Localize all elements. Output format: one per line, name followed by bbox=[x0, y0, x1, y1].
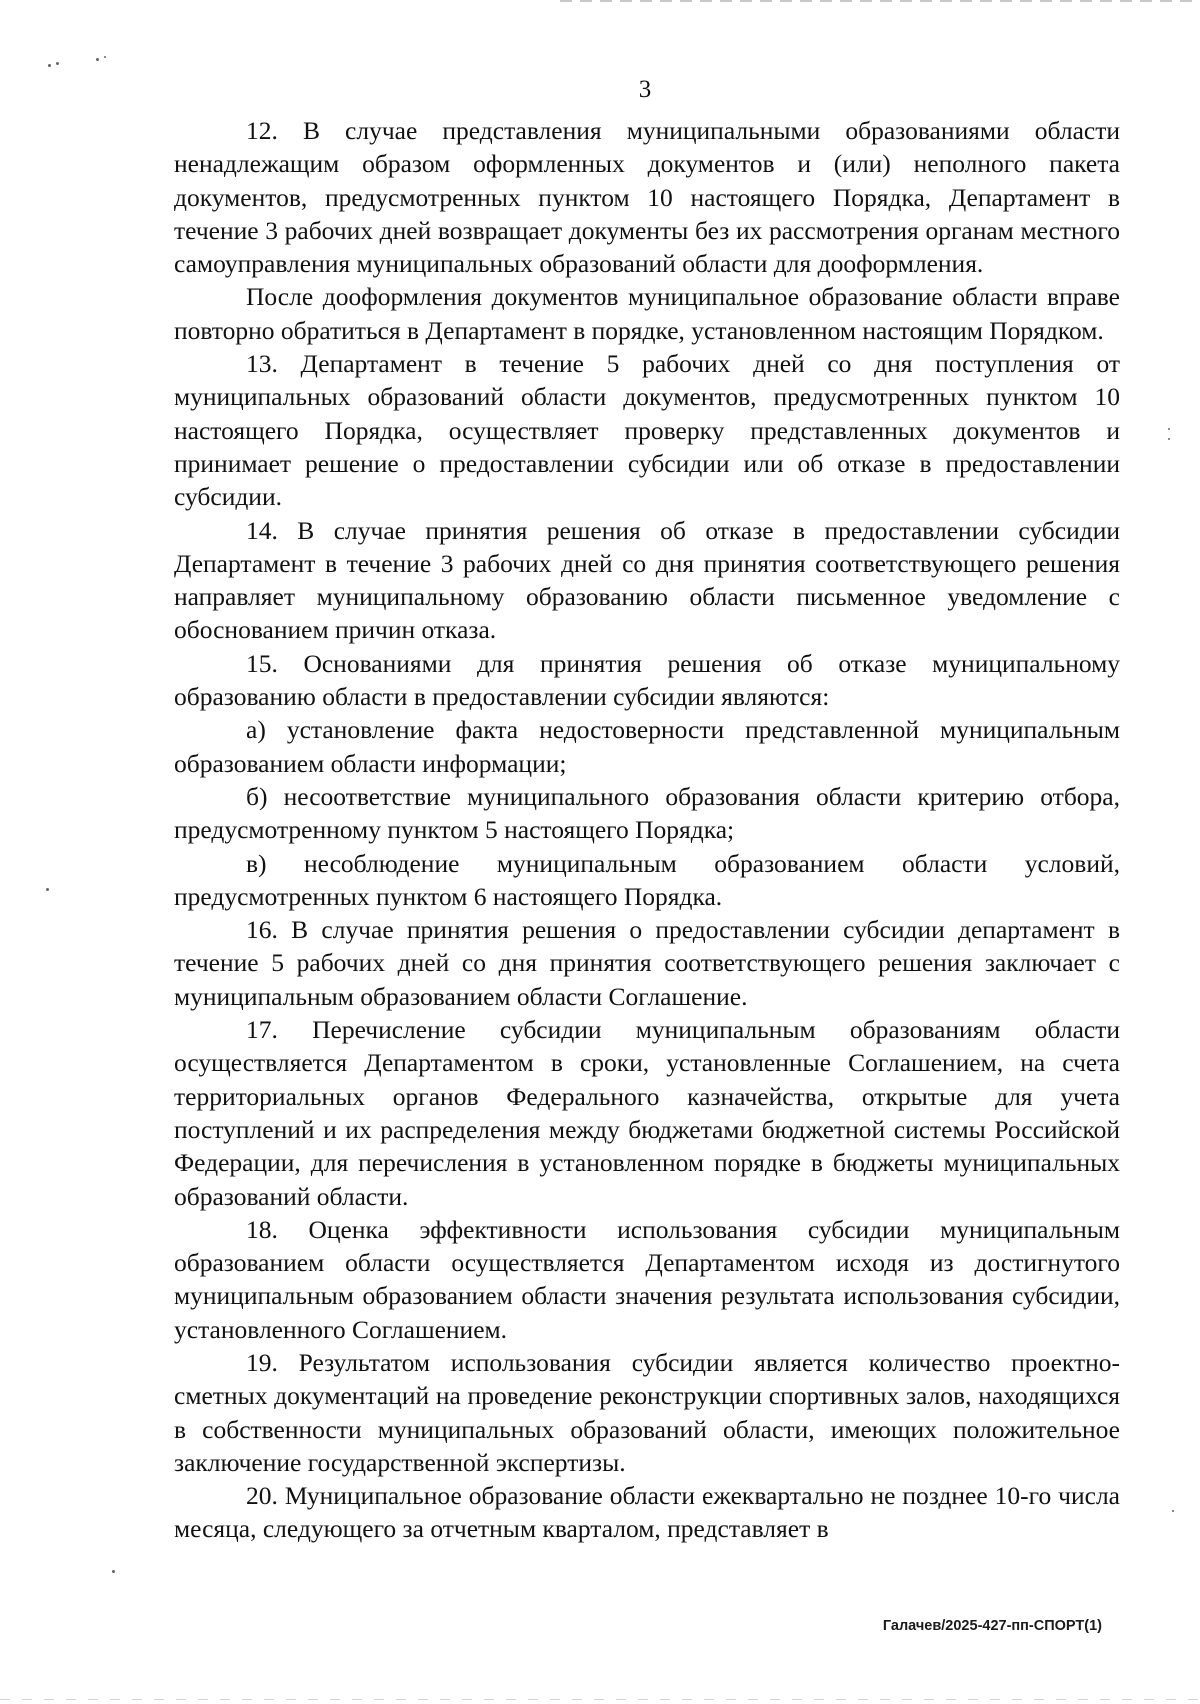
scan-speck bbox=[1172, 1510, 1174, 1512]
paragraph-14: 14. В случае принятия решения об отказе в предоставлении субсидии Департамент в течение 3 рабочих дней со дня принятия соответствующего решения направляет муниципальному образованию области письменное уведомление с обоснованием причин отказа. bbox=[174, 515, 1120, 645]
document-body bbox=[174, 114, 1120, 1546]
paragraph-15-a: а) установление факта недостоверности представленной муниципальным образованием области информации; bbox=[174, 715, 1120, 778]
paragraph-13: 13. Департамент в течение 5 рабочих дней со дня поступления от муниципальных образований области документов, предусмотренных пунктом 10 настоящего Порядка, осуществляет проверку представленных документов и принимает решение о предоставлении субсидии или об отказе в предоставлении субсидии. bbox=[174, 349, 1120, 512]
paragraph-12: 12. В случае представления муниципальными образованиями области ненадлежащим образом оформленных документов и (или) неполного пакета документов, предусмотренных пунктом 10 настоящего Порядка, Департамент в течение 3 рабочих дней возвращает документы без их рассмотрения органам местного самоуправления муниципальных образований области для дооформления. bbox=[174, 116, 1120, 279]
page-number: 3 bbox=[638, 76, 652, 103]
scan-artifact-bottom bbox=[0, 1699, 1200, 1700]
scan-speck bbox=[1168, 438, 1170, 440]
scan-speck bbox=[96, 58, 99, 61]
paragraph-12-continuation: После дооформления документов муниципальное образование области вправе повторно обратиться в Департамент в порядке, установленном настоящим Порядком. bbox=[174, 282, 1120, 345]
paragraph-19: 19. Результатом использования субсидии является количество проектно-сметных документаций на проведение реконструкции спортивных залов, находящихся в собственности муниципальных образований области, имеющих положительное заключение государственной экспертизы. bbox=[174, 1347, 1120, 1477]
scan-speck bbox=[56, 62, 59, 65]
paragraph-15-c: в) несоблюдение муниципальным образованием области условий, предусмотренных пунктом 6 настоящего Порядка. bbox=[174, 848, 1120, 911]
scan-speck bbox=[112, 1570, 115, 1573]
scan-speck bbox=[1168, 428, 1170, 430]
paragraph-15-b: б) несоответствие муниципального образования области критерию отбора, предусмотренному пунктом 5 настоящего Порядка; bbox=[174, 781, 1120, 845]
document-footer-code: Галачев/2025-427-пп-СПОРТ(1) bbox=[882, 1618, 1102, 1634]
scan-speck bbox=[46, 888, 49, 891]
paragraph-17: 17. Перечисление субсидии муниципальным образованиям области осуществляется Департаментом в сроки, установленные Соглашением, на счета территориальных органов Федерального казначейства, открытые для учета поступлений и их распределения между бюджетами бюджетной системы Российской Федерации, для перечисления в установленном порядке в бюджеты муниципальных образований области. bbox=[174, 1015, 1120, 1211]
paragraph-20: 20. Муниципальное образование области ежеквартально не позднее 10-го числа месяца, следующего за отчетным кварталом, представляет в bbox=[174, 1481, 1120, 1544]
paragraph-16: 16. В случае принятия решения о предоставлении субсидии департамент в течение 5 рабочих дней со дня принятия соответствующего решения заключает с муниципальным образованием области Соглашение. bbox=[174, 915, 1120, 1011]
scan-artifact-top bbox=[560, 0, 1200, 2]
scan-speck bbox=[104, 56, 106, 58]
paragraph-18: 18. Оценка эффективности использования субсидии муниципальным образованием области осуществляется Департаментом исходя из достигнутого муниципальным образованием области значения результата использования субсидии, установленного Соглашением. bbox=[174, 1214, 1120, 1344]
paragraph-15: 15. Основаниями для принятия решения об отказе муниципальному образованию области в предоставлении субсидии являются: bbox=[174, 648, 1120, 712]
scan-speck bbox=[48, 64, 51, 67]
